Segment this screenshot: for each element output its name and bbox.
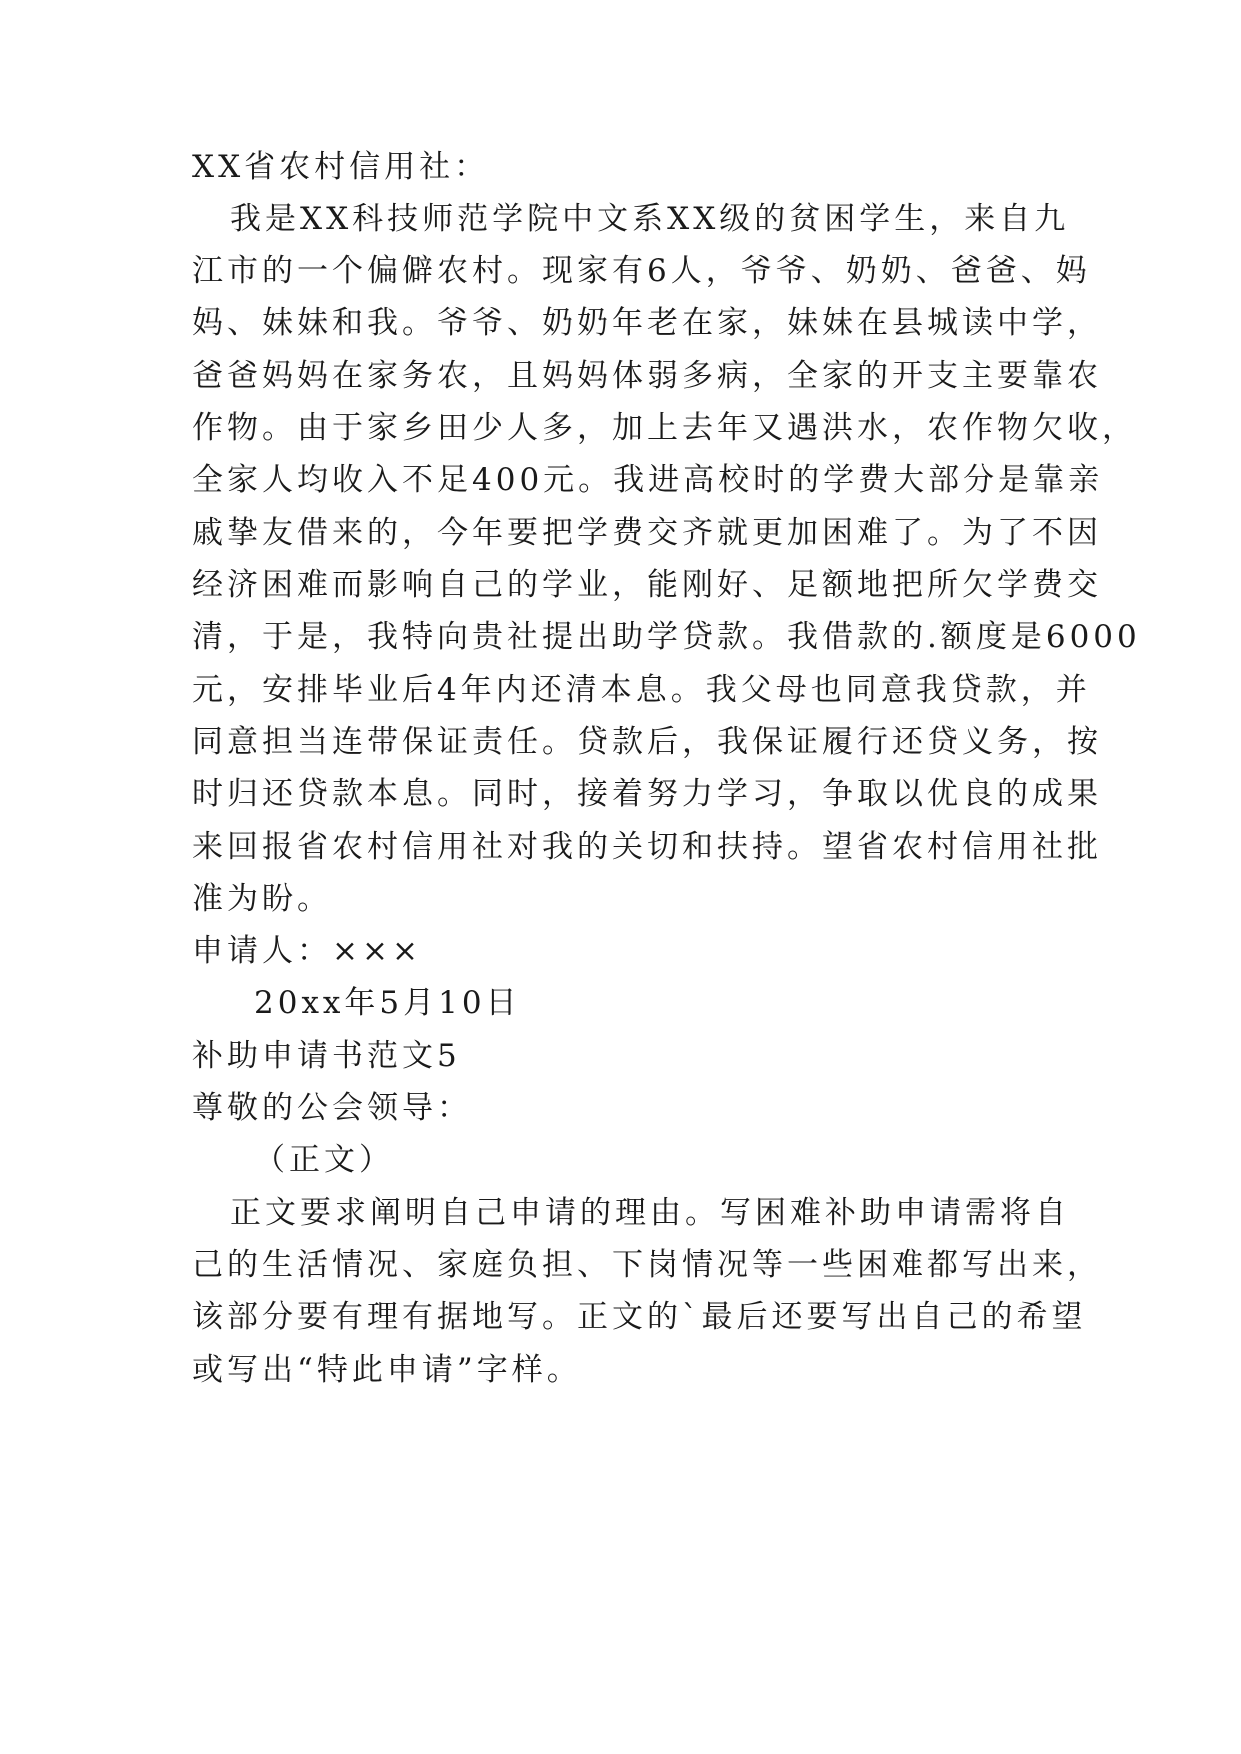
paragraph-1-line: 来回报省农村信用社对我的关切和扶持。望省农村信用社批: [192, 829, 1102, 865]
body-placeholder: （正文）: [254, 1142, 394, 1178]
paragraph-1-line: 妈、妹妹和我。爷爷、奶奶年老在家，妹妹在县城读中学，: [192, 305, 1102, 341]
salutation-credit-union: XX省农村信用社：: [192, 149, 490, 185]
paragraph-2-line: 该部分要有理有据地写。正文的`最后还要写出自己的希望: [192, 1299, 1087, 1335]
paragraph-1-line: 全家人均收入不足400元。我进高校时的学费大部分是靠亲: [192, 462, 1104, 498]
applicant-signature: 申请人：×××: [192, 933, 422, 969]
paragraph-2-line: 或写出“特此申请”字样。: [192, 1352, 582, 1388]
paragraph-1-line: 爸爸妈妈在家务农，且妈妈体弱多病，全家的开支主要靠农: [192, 358, 1102, 394]
paragraph-1-line: 作物。由于家乡田少人多，加上去年又遇洪水，农作物欠收，: [192, 410, 1137, 446]
paragraph-1-line: 经济困难而影响自己的学业，能刚好、足额地把所欠学费交: [192, 567, 1102, 603]
paragraph-1-line: 元，安排毕业后4年内还清本息。我父母也同意我贷款，并: [192, 672, 1091, 708]
paragraph-1-line: 准为盼。: [192, 881, 332, 917]
paragraph-1-line: 江市的一个偏僻农村。现家有6人，爷爷、奶奶、爸爸、妈: [192, 253, 1091, 289]
application-date: 20xx年5月10日: [254, 985, 521, 1021]
paragraph-1-line: 戚挚友借来的，今年要把学费交齐就更加困难了。为了不因: [192, 515, 1102, 551]
paragraph-1-line: 同意担当连带保证责任。贷款后，我保证履行还贷义务，按: [192, 724, 1102, 760]
paragraph-2-line: 己的生活情况、家庭负担、下岗情况等一些困难都写出来，: [192, 1247, 1102, 1283]
paragraph-1-line: 清，于是，我特向贵社提出助学贷款。我借款的.额度是6000: [192, 619, 1141, 655]
paragraph-1-line: 我是XX科技师范学院中文系XX级的贫困学生，来自九: [230, 201, 1070, 237]
paragraph-2-line: 正文要求阐明自己申请的理由。写困难补助申请需将自: [230, 1195, 1070, 1231]
paragraph-1-line: 时归还贷款本息。同时，接着努力学习，争取以优良的成果: [192, 776, 1102, 812]
section-heading: 补助申请书范文5: [192, 1038, 461, 1074]
salutation-union-leaders: 尊敬的公会领导：: [192, 1090, 472, 1126]
